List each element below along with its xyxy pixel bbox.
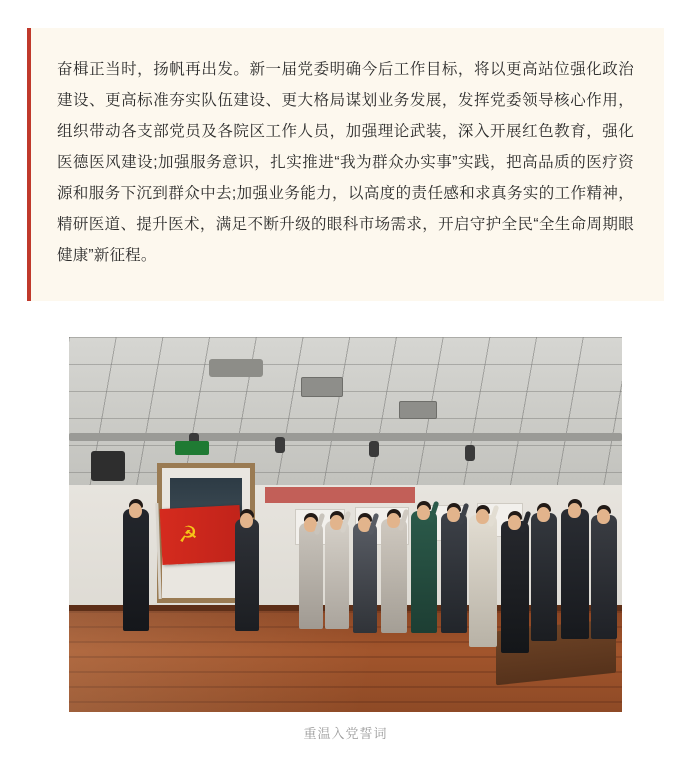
person	[561, 509, 589, 639]
hammer-sickle-icon: ☭	[177, 521, 199, 548]
person	[123, 509, 149, 631]
wall-banner	[265, 487, 415, 503]
spotlight	[275, 437, 285, 453]
party-flag	[160, 505, 243, 565]
photo-caption: 重温入党誓词	[303, 726, 388, 741]
person	[531, 513, 557, 641]
person	[235, 519, 259, 631]
ceiling	[69, 337, 622, 489]
spotlight	[369, 441, 379, 457]
person-head	[240, 513, 253, 528]
exit-sign	[175, 441, 209, 455]
person-head	[129, 503, 142, 518]
person	[299, 523, 323, 629]
ceiling-vent	[399, 401, 437, 419]
air-conditioner	[209, 359, 263, 377]
person	[325, 521, 349, 629]
ceremony-photo	[69, 337, 622, 712]
ceiling-beam	[69, 433, 622, 441]
person-head	[508, 515, 521, 530]
person	[381, 519, 407, 633]
article-text-card	[27, 28, 664, 301]
person	[591, 515, 617, 639]
photo-scene	[69, 337, 622, 712]
person	[353, 523, 377, 633]
ceiling-vent	[301, 377, 343, 397]
person-head	[476, 509, 489, 524]
spotlight	[465, 445, 475, 461]
person	[441, 513, 467, 633]
person	[501, 521, 529, 653]
article-paragraph: 奋楫正当时，扬帆再出发。新一届党委明确今后工作目标，将以更高站位强化政治建设、更高标准夯实队伍建设、更大格局谋划业务发展，发挥党委领导核心作用，组织带动各支部党员及各院区工作人员，加强理论武装，深入开展红色教育，强化医德医风建设;加强服务意识，扎实推进“我为群众办实事”实践，把高品质的医疗资源和服务下沉到群众中去;加强业务能力，以高度的责任感和求真务实的工作精神，精研医道、提升医术，满足不断升级的眼科市场需求，开启守护全民“全生命周期眼健康”新征程。	[57, 61, 634, 264]
person	[469, 515, 497, 647]
wall-speaker	[91, 451, 125, 481]
person-head	[568, 503, 581, 518]
person-head	[537, 507, 550, 522]
person	[411, 511, 437, 633]
person-head	[597, 509, 610, 524]
